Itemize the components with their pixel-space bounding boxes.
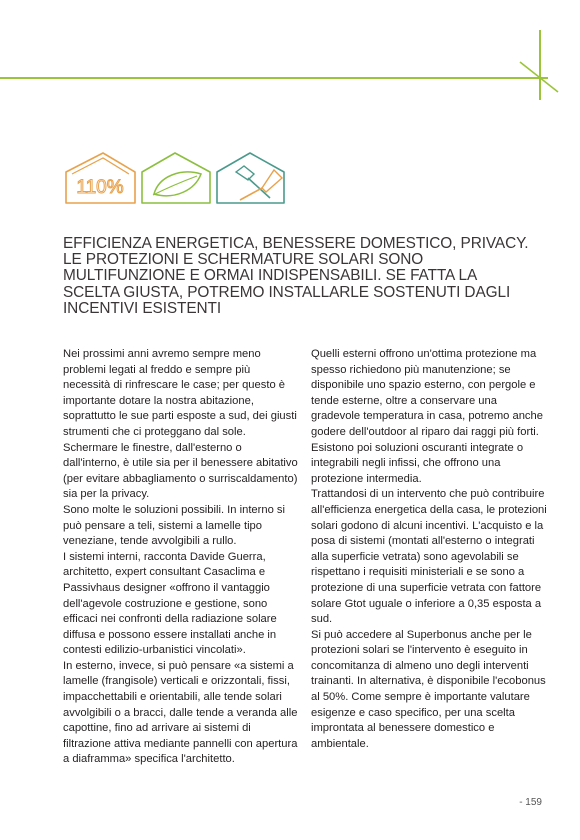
paragraph: Trattandosi di un intervento che può contribuire all'efficienza energetica della casa, le protezioni solari godono di alcuni incentivi. L'acquisto e la posa di sistemi (montati all'esterno o integrati alla superficie vetrata) sono agevolabili se rispettano i requisiti ministeriali e se sono a protezione di una superficie vetrata con fattore solare Gtot uguale o inferiore a 0,35 esposta a sud. — [311, 488, 547, 626]
top-rule — [0, 77, 548, 79]
house-110-percent-icon — [63, 150, 137, 206]
page-number: - 159 — [519, 797, 542, 808]
house-tools-icon — [214, 150, 294, 206]
left-text-column — [63, 347, 299, 768]
paragraph: Sono molte le soluzioni possibili. In interno si può pensare a teli, sistemi a lamelle tipo veneziane, tende avvolgibili a rullo. — [63, 503, 286, 548]
bonus-label: 110% — [76, 177, 124, 198]
paragraph: Nei prossimi anni avremo sempre meno problemi legati al freddo e sempre più necessità di rinfrescare le case; per questo è importante dotare la nostra abitazione, soprattutto le sue parti esposte a sud, dei giusti strumenti che ci proteggano dal sole. Schermare le finestre, dall'esterno o dall'interno, è utile sia per il benessere abitativo (per evitare abbagliamento o surriscaldamento) sia per la privacy. — [63, 348, 298, 501]
corner-crop-mark — [510, 30, 580, 100]
paragraph: Si può accedere al Superbonus anche per le protezioni solari se l'intervento è eseguito in concomitanza di almeno uno degli interventi trainanti. In alternativa, è disponibile l'ecobonus al 50%. Come sempre è importante valutare esigenze e caso specifico, per una scelta improntata al benessere domestico e ambientale. — [311, 628, 546, 750]
house-leaf-icon — [139, 150, 213, 206]
icon-row — [63, 150, 303, 206]
paragraph: In esterno, invece, si può pensare «a sistemi a lamelle (frangisole) verticali e orizzontali, fissi, impacchettabili e orientabili, alle tende solari avvolgibili o a bracci, dalle tende a veranda alle capottine, fino ad arrivare ai sistemi di filtrazione attiva mediante pannelli con apertura a diaframma» specifica l'architetto. — [63, 659, 298, 766]
paragraph: I sistemi interni, racconta Davide Guerra, architetto, expert consultant Casaclima e Passivhaus designer «offrono il vantaggio dell'agevole costruzione e gestione, sono efficaci nei confronti della radiazione solare diffusa e possono essere installati anche in contesti edilizio-urbanistici vincolati». — [63, 550, 277, 657]
paragraph: Quelli esterni offrono un'ottima protezione ma spesso richiedono più manutenzione; se disponibile uno spazio esterno, con pergole e tende esterne, oltre a conservare una gradevole temperatura in casa, potremo anche godere dell'outdoor al riparo dai raggi più forti. Esistono poi soluzioni oscuranti integrate o integrabili negli infissi, che offrono una protezione intermedia. — [311, 348, 543, 485]
article-headline: EFFICIENZA ENERGETICA, BENESSERE DOMESTICO, PRIVACY. LE PROTEZIONI E SCHERMATURE SOLARI SONO MULTIFUNZIONE E ORMAI INDISPENSABILI. SE FATTA LA SCELTA GIUSTA, POTREMO INSTALLARLE SOSTENUTI DAGLI INCENTIVI ESISTENTI — [63, 235, 529, 317]
right-text-column — [311, 347, 547, 752]
